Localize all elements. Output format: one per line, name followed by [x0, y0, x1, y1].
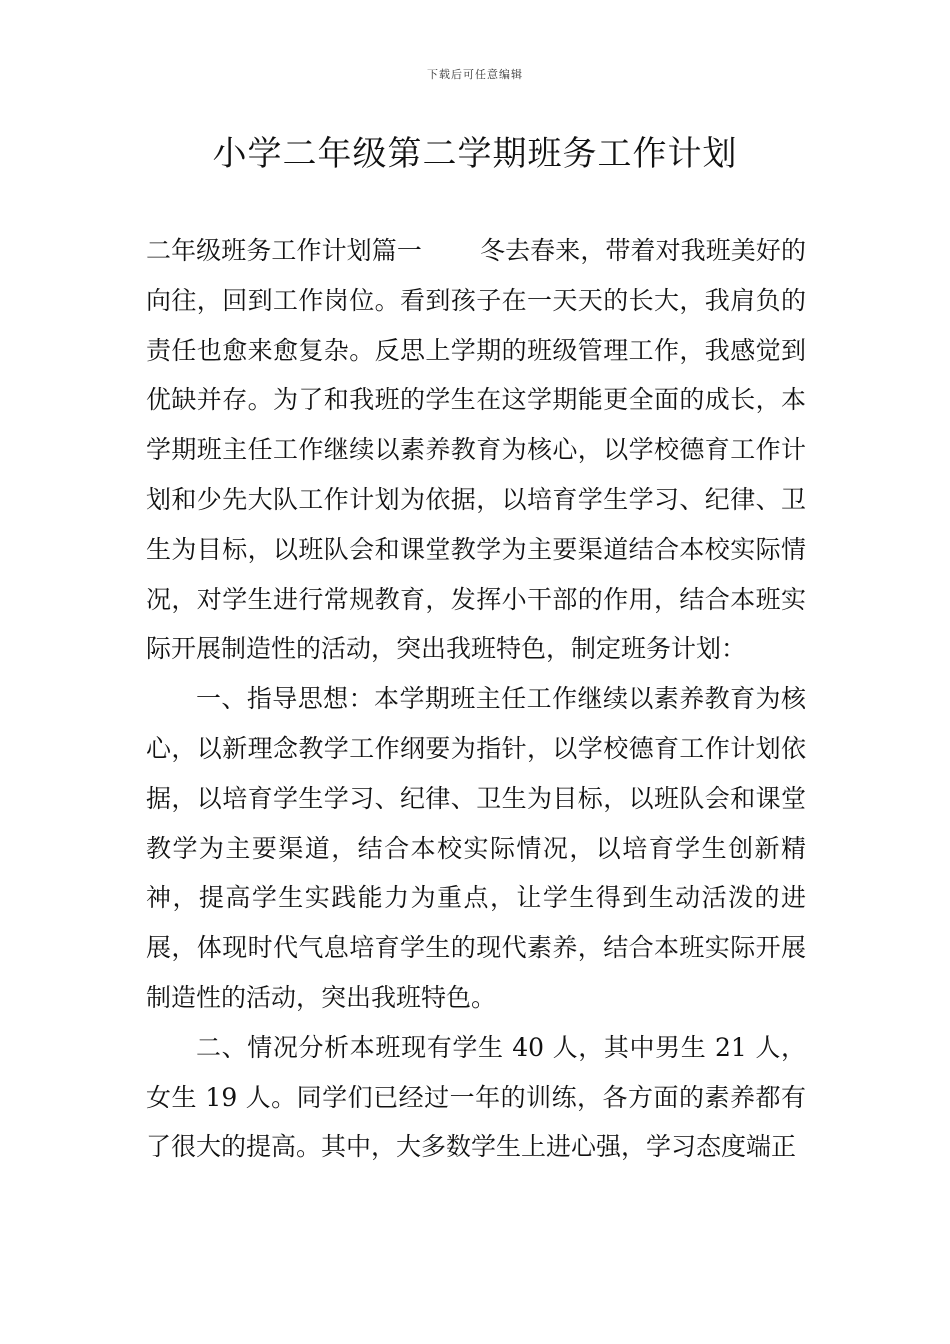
section-guiding-thought: 一、指导思想：本学期班主任工作继续以素养教育为核心，以新理念教学工作纲要为指针，以学校德育工作计划依据，以培育学生学习、纪律、卫生为目标，以班队会和课堂教学为主要渠道，结合本校实际情况，以培育学生创新精神，提高学生实践能力为重点，让学生得到生动活泼的进展，体现时代气息培育学生的现代素养，结合本班实际开展制造性的活动，突出我班特色。 — [146, 684, 806, 1012]
header-note: 下载后可任意编辑 — [427, 68, 523, 81]
section-situation-analysis: 二、情况分析本班现有学生 40 人，其中男生 21 人，女生 19 人。同学们已经过一年的训练，各方面的素养都有了很大的提高。其中，大多数学生上进心强，学习态度端正 — [146, 1032, 806, 1162]
intro-label: 二年级班务工作计划篇一 — [146, 236, 422, 265]
document-body — [146, 226, 806, 1172]
intro-text: 冬去春来，带着对我班美好的向往，回到工作岗位。看到孩子在一天天的长大，我肩负的责任也愈来愈复杂。反思上学期的班级管理工作，我感觉到优缺并存。为了和我班的学生在这学期能更全面的成长，本学期班主任工作继续以素养教育为核心，以学校德育工作计划和少先大队工作计划为依据，以培育学生学习、纪律、卫生为目标，以班队会和课堂教学为主要渠道结合本校实际情况，对学生进行常规教育，发挥小干部的作用，结合本班实际开展制造性的活动，突出我班特色，制定班务计划： — [146, 236, 806, 664]
document-title: 小学二年级第二学期班务工作计划 — [212, 134, 738, 174]
intro-paragraph — [146, 226, 806, 674]
